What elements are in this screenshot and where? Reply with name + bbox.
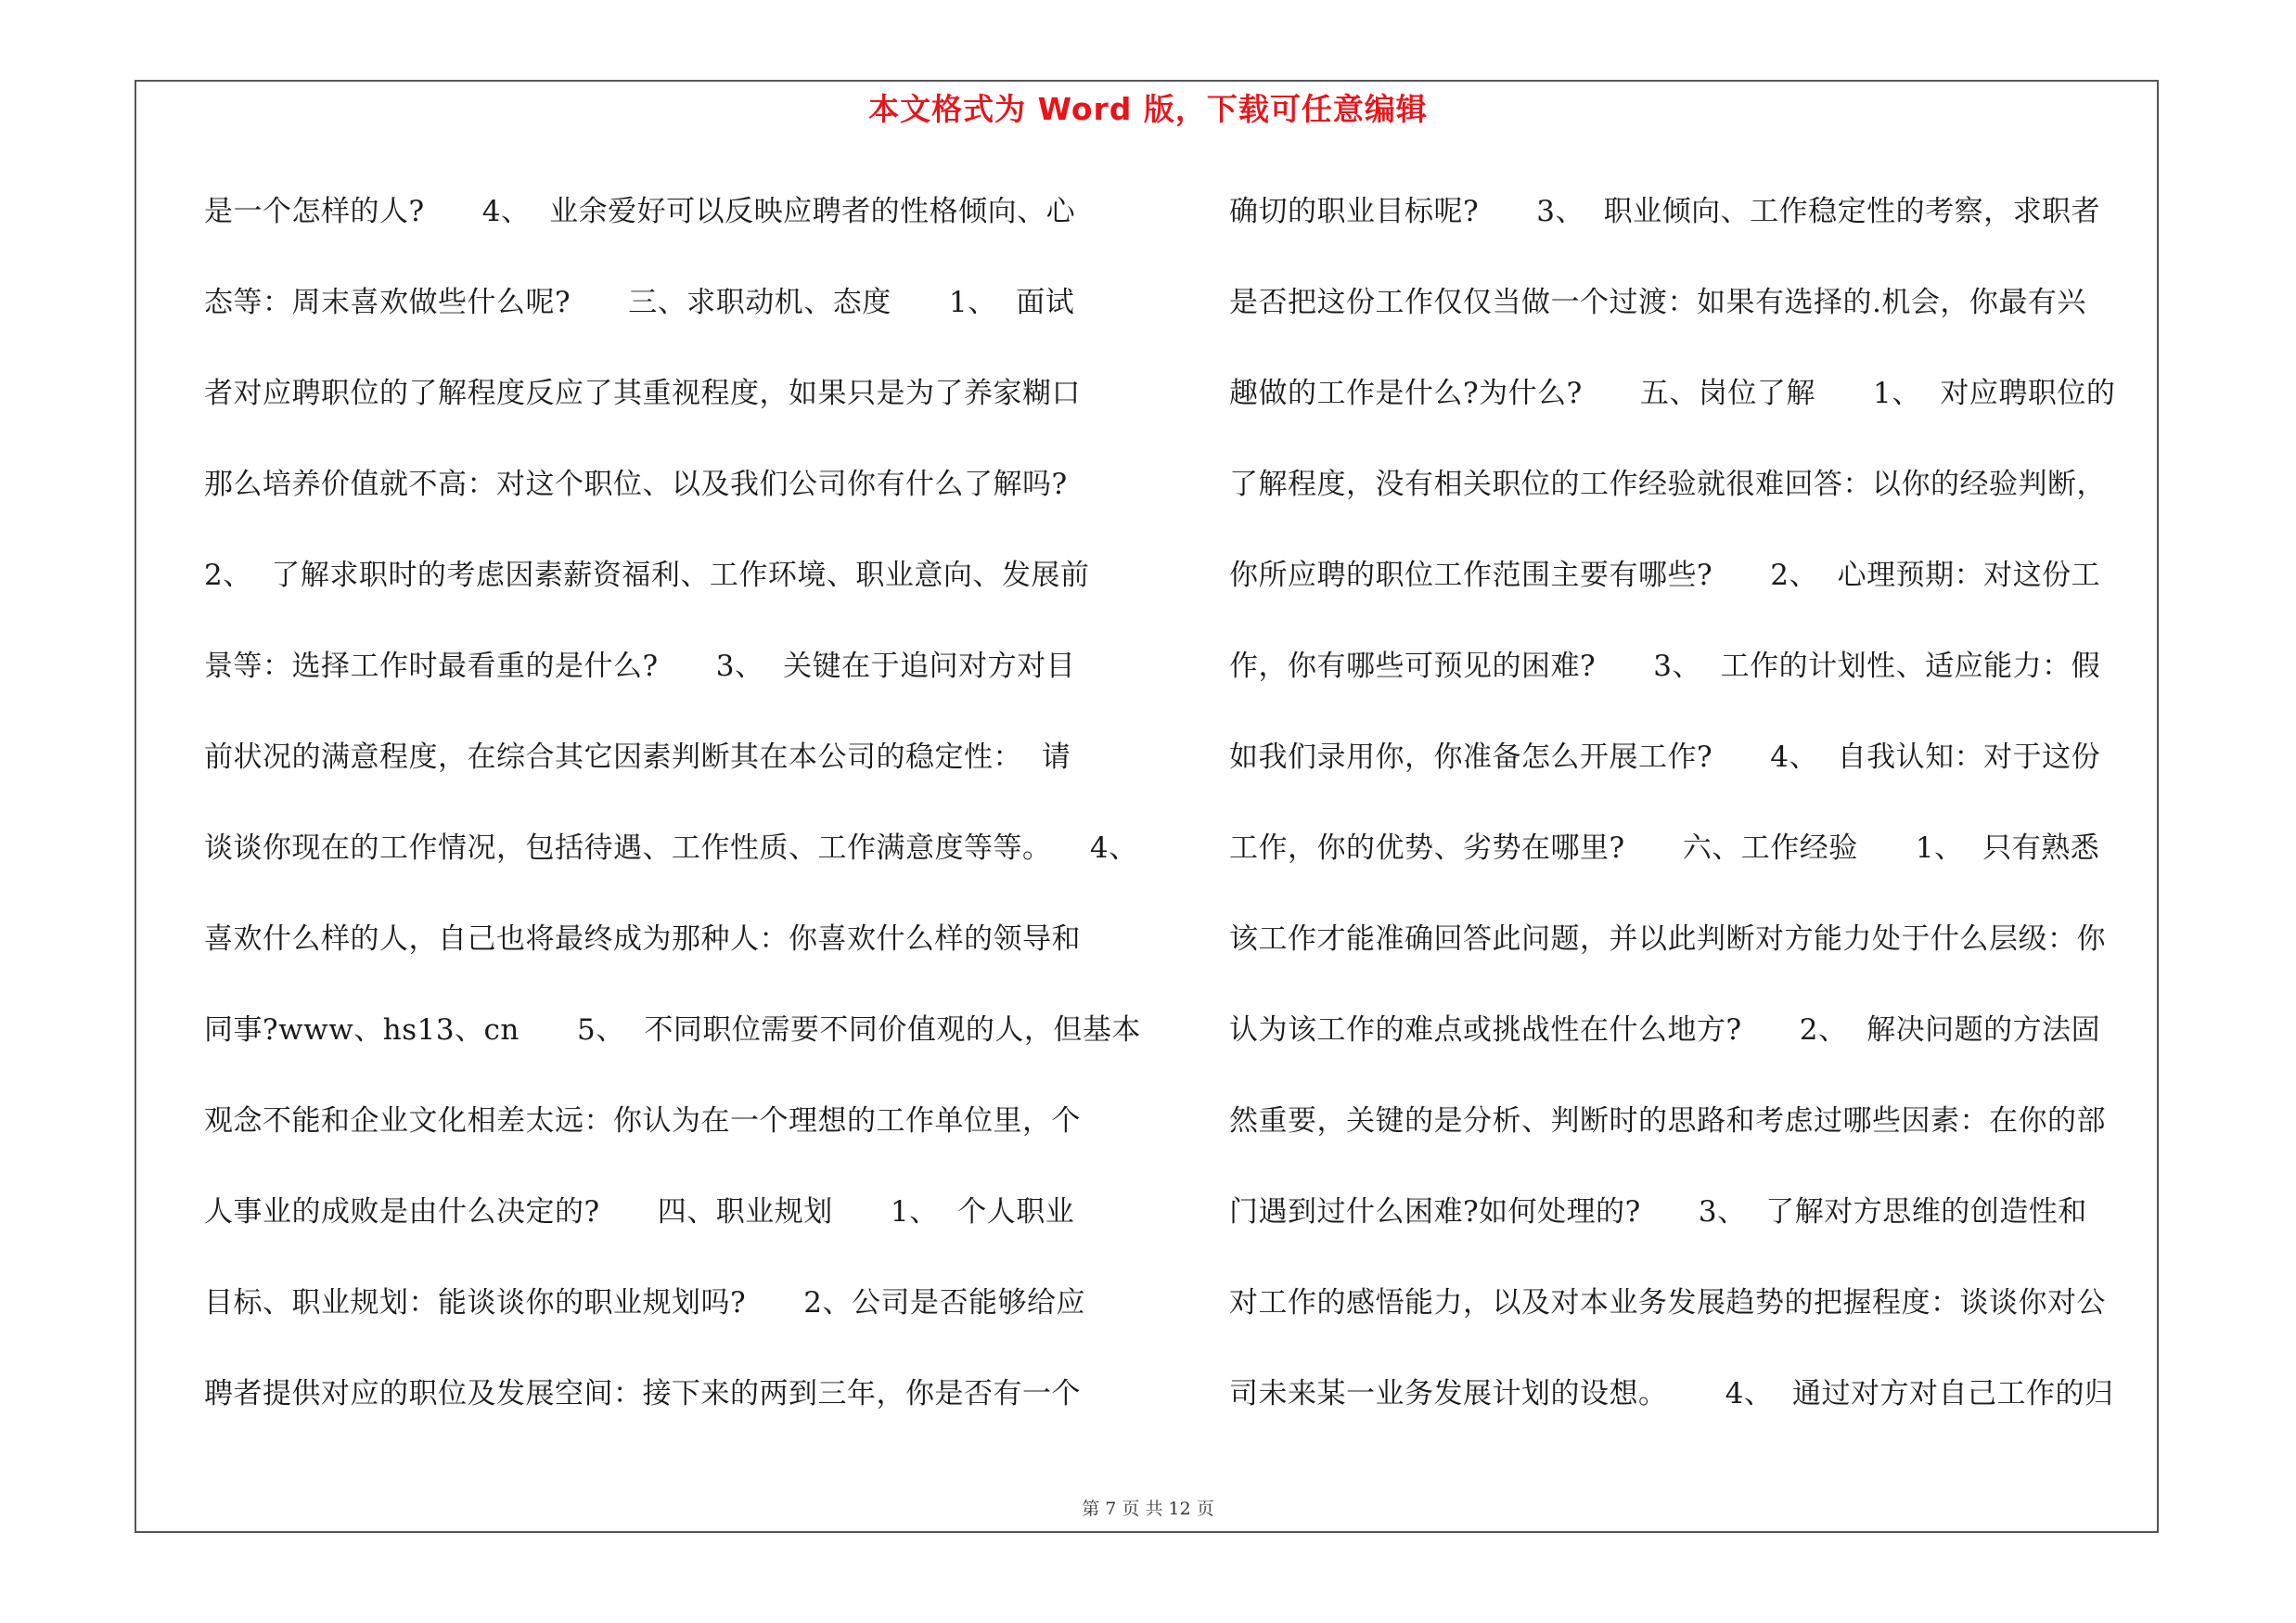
text-line: 门遇到过什么困难?如何处理的? 3、 了解对方思维的创造性和: [1229, 1195, 2087, 1229]
text-line: 目标、职业规划：能谈谈你的职业规划吗? 2、公司是否能够给应: [204, 1286, 1085, 1320]
text-line: 对工作的感悟能力，以及对本业务发展趋势的把握程度：谈谈你对公: [1229, 1286, 2106, 1320]
text-line: 聘者提供对应的职位及发展空间：接下来的两到三年，你是否有一个: [204, 1377, 1081, 1410]
text-line: 前状况的满意程度，在综合其它因素判断其在本公司的稳定性： 请: [204, 741, 1071, 774]
text-line: 司未来某一业务发展计划的设想。 4、 通过对方对自己工作的归: [1229, 1377, 2114, 1410]
word-format-banner: 本文格式为 Word 版，下载可任意编辑: [868, 91, 1428, 127]
text-line: 态等：周末喜欢做些什么呢? 三、求职动机、态度 1、 面试: [204, 286, 1075, 319]
text-line: 认为该工作的难点或挑战性在什么地方? 2、 解决问题的方法固: [1229, 1013, 2101, 1047]
text-line: 同事?www、hs13、cn 5、 不同职位需要不同价值观的人，但基本: [204, 1013, 1141, 1047]
left-text-column: [204, 178, 1141, 1451]
text-line: 喜欢什么样的人，自己也将最终成为那种人：你喜欢什么样的领导和: [204, 922, 1081, 956]
right-text-column: [1229, 178, 2157, 1451]
text-line: 那么培养价值就不高：对这个职位、以及我们公司你有什么了解吗?: [204, 468, 1068, 501]
text-line: 了解程度，没有相关职位的工作经验就很难回答：以你的经验判断，: [1229, 468, 2106, 501]
text-line: 景等：选择工作时最看重的是什么? 3、 关键在于追问对方对目: [204, 650, 1076, 683]
text-line: 确切的职业目标呢? 3、 职业倾向、工作稳定性的考察，求职者: [1229, 195, 2101, 228]
text-line: 观念不能和企业文化相差太远：你认为在一个理想的工作单位里，个: [204, 1104, 1081, 1138]
text-line: 2、 了解求职时的考虑因素薪资福利、工作环境、职业意向、发展前: [204, 559, 1090, 592]
text-line: 然重要，关键的是分析、判断时的思路和考虑过哪些因素：在你的部: [1229, 1104, 2106, 1138]
text-line: 你所应聘的职位工作范围主要有哪些? 2、 心理预期：对这份工: [1229, 559, 2101, 592]
text-line: 工作，你的优势、劣势在哪里? 六、工作经验 1、 只有熟悉: [1229, 831, 2100, 865]
text-line: 谈谈你现在的工作情况，包括待遇、工作性质、工作满意度等等。 4、: [204, 831, 1138, 865]
text-line: 者对应聘职位的了解程度反应了其重视程度，如果只是为了养家糊口: [204, 377, 1081, 410]
text-line: 该工作才能准确回答此问题，并以此判断对方能力处于什么层级：你: [1229, 922, 2106, 956]
text-line: 作，你有哪些可预见的困难? 3、 工作的计划性、适应能力：假: [1229, 650, 2101, 683]
text-line: 如我们录用你，你准备怎么开展工作? 4、 自我认知：对于这份: [1229, 741, 2101, 774]
text-line: 人事业的成败是由什么决定的? 四、职业规划 1、 个人职业: [204, 1195, 1075, 1229]
text-line: 是否把这份工作仅仅当做一个过渡：如果有选择的.机会，你最有兴: [1229, 286, 2086, 319]
text-line: 趣做的工作是什么?为什么? 五、岗位了解 1、 对应聘职位的: [1229, 377, 2116, 410]
text-line: 是一个怎样的人? 4、 业余爱好可以反映应聘者的性格倾向、心: [204, 195, 1076, 228]
page-number: 第 7 页 共 12 页: [1082, 1499, 1214, 1519]
